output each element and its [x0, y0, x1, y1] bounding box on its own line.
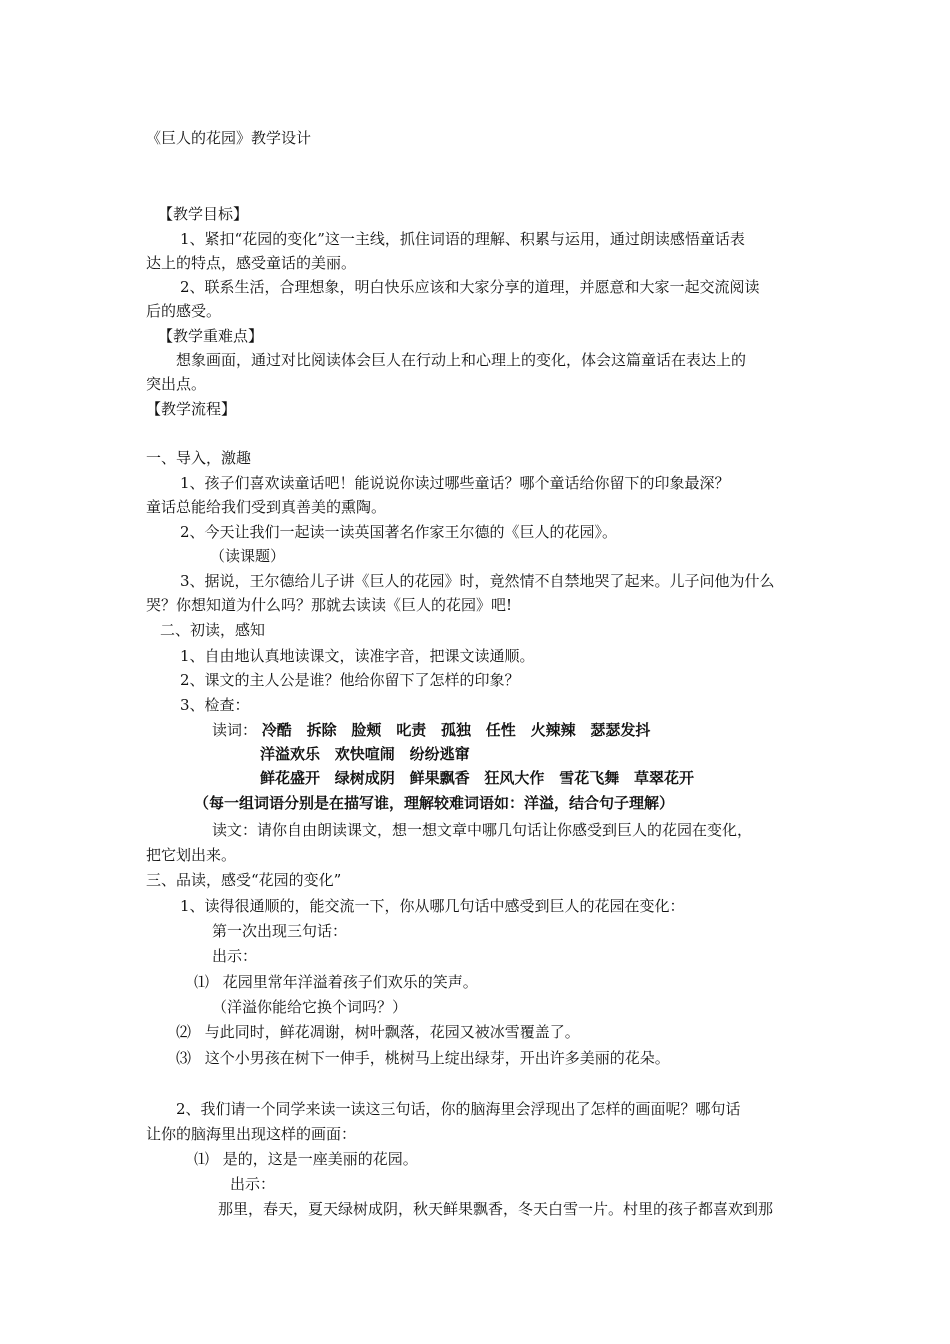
sentence-number: ⑴	[194, 973, 210, 991]
word-item: 叱责	[396, 721, 427, 739]
section-2-p2: 2、课文的主人公是谁？他给你留下了怎样的印象？	[180, 671, 520, 689]
difficulty-line-2: 突出点。	[146, 375, 207, 393]
read-words-row-3	[260, 766, 704, 790]
section-2-heading: 二、初读，感知	[160, 621, 266, 639]
sentence-1-note: （洋溢你能给它换个词吗？）	[212, 998, 408, 1016]
section-2-p3: 3、检查：	[180, 696, 250, 714]
answer-1	[194, 1147, 418, 1171]
read-words-row-2	[260, 742, 480, 766]
show-label-2: 出示：	[230, 1175, 276, 1193]
process-heading: 【教学流程】	[146, 400, 237, 418]
word-item: 脸颊	[351, 721, 382, 739]
section-3-p2-line-1: 2、我们请一个同学来读一读这三句话，你的脑海里会浮现出了怎样的画面呢？哪句话	[176, 1100, 741, 1118]
word-item: 拆除	[306, 721, 337, 739]
show-label: 出示：	[212, 947, 258, 965]
read-text-line-1: 读文：请你自由朗读课文，想一想文章中哪几句话让你感受到巨人的花园在变化，	[212, 821, 753, 839]
section-1-p1-line-1: 1、孩子们喜欢读童话吧！能说说你读过哪些童话？哪个童话给你留下的印象最深？	[180, 474, 730, 492]
goals-heading: 【教学目标】	[158, 205, 249, 223]
section-3-p2-line-2: 让你的脑海里出现这样的画面：	[146, 1125, 357, 1143]
word-item: 纷纷逃窜	[409, 745, 470, 763]
word-item: 任性	[485, 721, 516, 739]
section-1-heading: 一、导入，激趣	[146, 449, 252, 467]
sentence-number: ⑵	[176, 1023, 192, 1041]
first-three-sentences: 第一次出现三句话：	[212, 922, 348, 940]
word-item: 绿树成阴	[334, 769, 395, 787]
section-1-p2: 2、今天让我们一起读一读英国著名作家王尔德的《巨人的花园》。	[180, 523, 618, 541]
section-3-p1: 1、读得很通顺的，能交流一下，你从哪几句话中感受到巨人的花园在变化：	[180, 897, 685, 915]
section-1-p2-note: （读课题）	[210, 547, 286, 565]
answer-number: ⑴	[194, 1150, 210, 1168]
read-text-line-2: 把它划出来。	[146, 846, 237, 864]
word-item: 孤独	[440, 721, 471, 739]
goal-1-line-2: 达上的特点，感受童话的美丽。	[146, 254, 357, 272]
sentence-2	[176, 1020, 580, 1044]
section-1-p1-line-2: 童话总能给我们受到真善美的熏陶。	[146, 498, 387, 516]
sentence-number: ⑶	[176, 1049, 192, 1067]
read-words-label: 读词：	[212, 721, 258, 739]
word-item: 火辣辣	[530, 721, 576, 739]
section-1-p3-line-1: 3、据说，王尔德给儿子讲《巨人的花园》时，竟然情不自禁地哭了起来。儿子问他为什么	[180, 572, 775, 590]
read-words-row-1	[212, 718, 660, 742]
section-3-heading: 三、品读，感受“花园的变化”	[146, 871, 342, 889]
word-item: 欢快喧闹	[334, 745, 395, 763]
word-item: 冷酷	[261, 721, 292, 739]
last-line: 那里，春天，夏天绿树成阴，秋天鲜果飘香，冬天白雪一片。村里的孩子都喜欢到那	[218, 1200, 774, 1218]
sentence-1	[194, 970, 478, 994]
answer-text: 是的，这是一座美丽的花园。	[222, 1150, 418, 1168]
word-item: 雪花飞舞	[559, 769, 620, 787]
goal-1-line-1: 1、紧扣“花园的变化”这一主线，抓住词语的理解、积累与运用，通过朗读感悟童话表	[180, 230, 745, 248]
word-item: 鲜果飘香	[409, 769, 470, 787]
document-title: 《巨人的花园》教学设计	[146, 129, 312, 147]
section-1-p3-line-2: 哭？你想知道为什么吗？那就去读读《巨人的花园》吧!	[146, 596, 513, 614]
word-item: 草翠花开	[633, 769, 694, 787]
word-item: 洋溢欢乐	[260, 745, 321, 763]
section-2-p1: 1、自由地认真地读课文，读准字音，把课文读通顺。	[180, 647, 535, 665]
sentence-text: 花园里常年洋溢着孩子们欢乐的笑声。	[222, 973, 478, 991]
word-item: 狂风大作	[484, 769, 545, 787]
difficulty-heading: 【教学重难点】	[158, 327, 264, 345]
word-item: 瑟瑟发抖	[590, 721, 651, 739]
word-note: （每一组词语分别是在描写谁，理解较难词语如：洋溢，结合句子理解）	[194, 794, 675, 812]
difficulty-line-1: 想象画面，通过对比阅读体会巨人在行动上和心理上的变化，体会这篇童话在表达上的	[176, 351, 747, 369]
sentence-3	[176, 1046, 670, 1070]
goal-2-line-1: 2、联系生活，合理想象，明白快乐应该和大家分享的道理，并愿意和大家一起交流阅读	[180, 278, 760, 296]
sentence-text: 这个小男孩在树下一伸手，桃树马上绽出绿芽，开出许多美丽的花朵。	[204, 1049, 670, 1067]
sentence-text: 与此同时，鲜花凋谢，树叶飘落，花园又被冰雪覆盖了。	[204, 1023, 580, 1041]
word-item: 鲜花盛开	[260, 769, 321, 787]
goal-2-line-2: 后的感受。	[146, 302, 222, 320]
